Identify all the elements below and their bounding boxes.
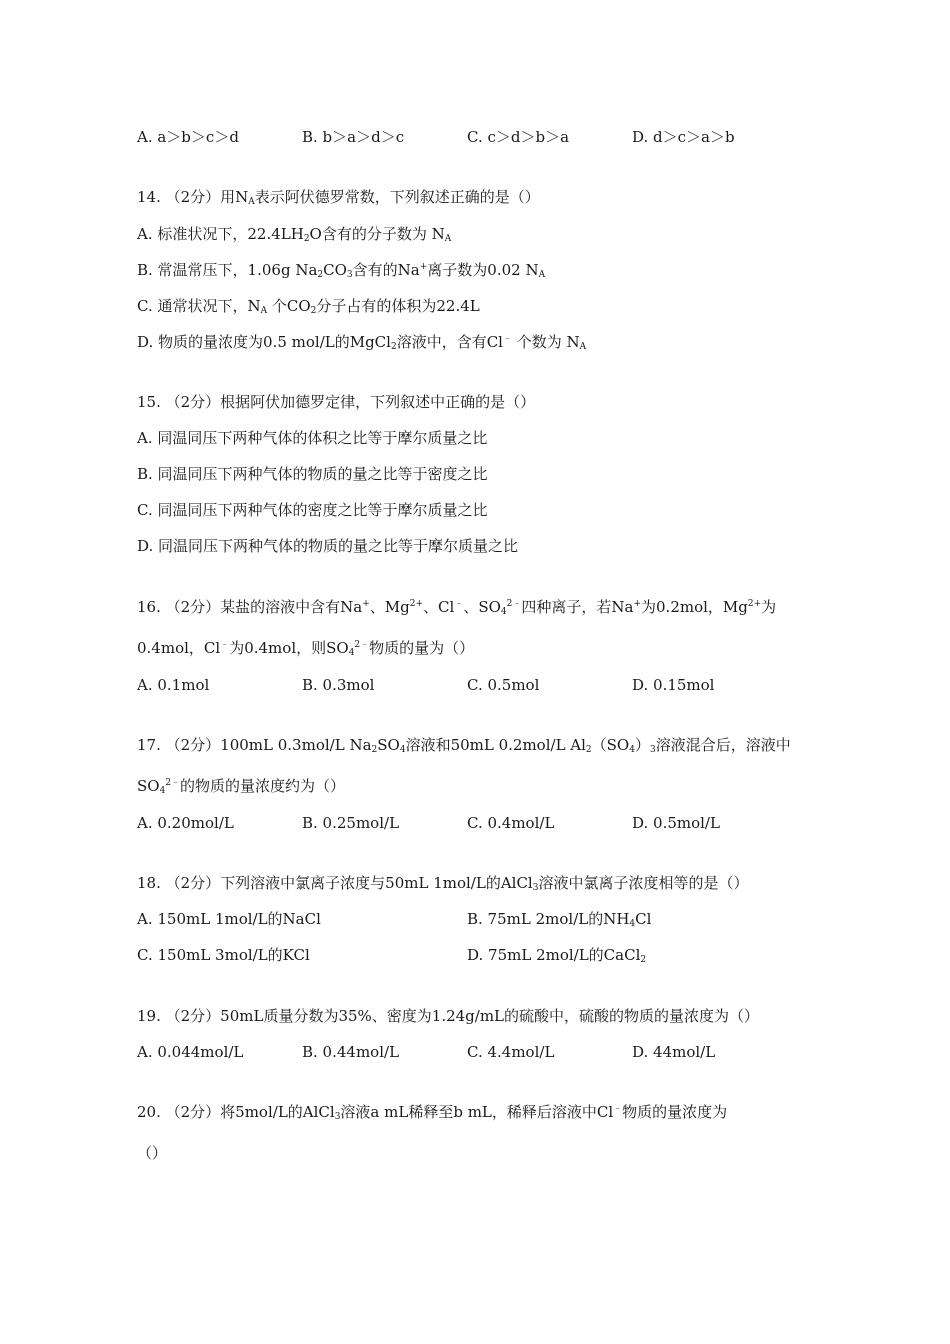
q15-option-c: C. 同温同压下两种气体的密度之比等于摩尔质量之比 [137, 501, 488, 519]
q16-option-b: B. 0.3mol [302, 676, 375, 694]
q14-option-d: D. 物质的量浓度为0.5 mol/L的MgCl$_2$溶液中，含有Cl﹣ 个数为 $N_A$ [137, 333, 587, 352]
q17-option-a: A. 0.20mol/L [137, 814, 234, 832]
q13-option-a: A. a＞b＞c＞d [137, 128, 239, 146]
q18-stem: 18. （2分）下列溶液中氯离子浓度与50mL 1mol/L的AlCl$_3$溶液中氯离子浓度相等的是（） [137, 874, 749, 893]
q15-option-d: D. 同温同压下两种气体的物质的量之比等于摩尔质量之比 [137, 537, 519, 555]
q17-stem-line2: $SO_4^{2﹣}$的物质的量浓度约为（） [137, 777, 346, 796]
q15-option-b: B. 同温同压下两种气体的物质的量之比等于密度之比 [137, 465, 488, 483]
q16-stem-line1: 16. （2分）某盐的溶液中含有Na+、$Mg^{2+}$、Cl﹣、$SO_4^{2﹣}$四种离子，若Na+为0.2mol，$Mg^{2+}$为 [137, 598, 777, 617]
q16-option-d: D. 0.15mol [632, 676, 715, 694]
q19-option-b: B. 0.44mol/L [302, 1043, 400, 1061]
q17-option-d: D. 0.5mol/L [632, 814, 720, 832]
q18-option-c: C. 150mL 3mol/L的KCl [137, 946, 310, 964]
q17-option-b: B. 0.25mol/L [302, 814, 400, 832]
q19-stem: 19. （2分）50mL质量分数为35%、密度为1.24g/mL的硫酸中，硫酸的物质的量浓度为（） [137, 1007, 760, 1025]
q20-stem-line1: 20. （2分）将5mol/L的AlCl$_3$溶液a mL稀释至b mL，稀释后溶液中Cl﹣物质的量浓度为 [137, 1103, 728, 1122]
q18-option-d: D. 75mL 2mol/L的CaCl$_2$ [467, 946, 647, 965]
q13-option-d: D. d＞c＞a＞b [632, 128, 735, 146]
q14-option-b: B. 常温常压下，1.06g $Na_2CO_3$含有的Na+离子数为0.02 $N_A$ [137, 261, 546, 280]
q15-option-a: A. 同温同压下两种气体的体积之比等于摩尔质量之比 [137, 429, 488, 447]
q16-option-c: C. 0.5mol [467, 676, 540, 694]
q13-option-b: B. b＞a＞d＞c [302, 128, 405, 146]
q14-stem: 14. （2分）用$N_A$表示阿伏德罗常数，下列叙述正确的是（） [137, 188, 540, 207]
q18-option-b: B. 75mL 2mol/L的$NH_4Cl$ [467, 910, 652, 929]
q14-option-a: A. 标准状况下，$22.4LH_2O$含有的分子数为 $N_A$ [137, 225, 452, 244]
q20-stem-line2: （） [137, 1144, 168, 1162]
q18-option-a: A. 150mL 1mol/L的NaCl [137, 910, 321, 928]
q16-option-a: A. 0.1mol [137, 676, 210, 694]
q19-option-a: A. 0.044mol/L [137, 1043, 244, 1061]
q15-stem: 15. （2分）根据阿伏加德罗定律，下列叙述中正确的是（） [137, 393, 536, 411]
q17-stem-line1: 17. （2分）100mL 0.3mol/L $Na_2SO_4$溶液和50mL 0.2mol/L $Al_2(SO_4)_3$溶液混合后，溶液中 [137, 736, 791, 755]
q13-option-c: C. c＞d＞b＞a [467, 128, 570, 146]
q16-stem-line2: 0.4mol，Cl﹣为0.4mol，则$SO_4^{2﹣}$物质的量为（） [137, 639, 475, 658]
q17-option-c: C. 0.4mol/L [467, 814, 555, 832]
q19-option-d: D. 44mol/L [632, 1043, 716, 1061]
q14-option-c: C. 通常状况下，$N_A$ 个$CO_2$分子占有的体积为22.4L [137, 297, 480, 316]
q19-option-c: C. 4.4mol/L [467, 1043, 555, 1061]
